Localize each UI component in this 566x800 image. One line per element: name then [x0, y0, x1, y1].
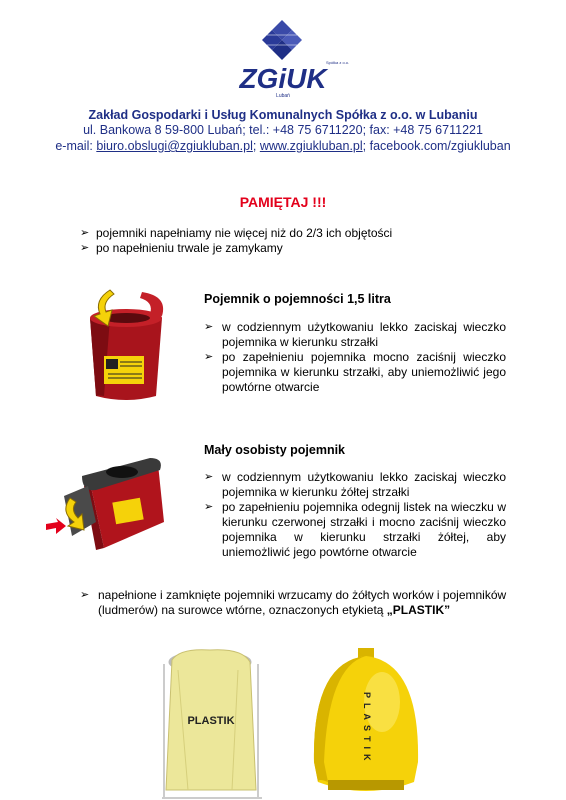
address-line: ul. Bankowa 8 59-800 Lubań; tel.: +48 75 6711220; fax: +48 75 6711221 — [83, 123, 483, 137]
logo-text: ZGiUK — [239, 63, 327, 94]
facebook-text: facebook.com/zgiukluban — [369, 139, 511, 153]
yellow-bin-image — [308, 642, 424, 800]
disposal-text: napełnione i zamknięte pojemniki wrzucamy do żółtych worków i pojemników (ludmerów) na surowce wtórne, oznaczonych etykietą — [98, 588, 507, 617]
list-item: ➢ pojemniki napełniamy nie więcej niż do 2/3 ich objętości — [80, 226, 392, 241]
separator: ; — [252, 139, 260, 153]
website-link[interactable]: www.zgiukluban.pl — [259, 139, 363, 153]
section-title-1-5-litre: Pojemnik o pojemności 1,5 litra — [204, 292, 391, 306]
page-title: PAMIĘTAJ !!! — [239, 194, 327, 210]
list-item: ➢ w codziennym użytkowaniu lekko zaciskaj wieczko pojemnika w kierunku żółtej strzałki — [204, 470, 506, 500]
red-container-image — [70, 282, 182, 404]
yellow-bag-image — [158, 640, 278, 800]
section-title-small-container: Mały osobisty pojemnik — [204, 443, 346, 457]
disposal-instruction — [80, 588, 520, 618]
contact-line — [0, 139, 566, 153]
logo-small-top: Spółka z o.o. — [326, 60, 350, 65]
email-link[interactable]: biuro.obslugi@zgiukluban.pl — [96, 139, 253, 153]
logo-small-bottom: Lubań — [276, 93, 290, 99]
email-prefix: e-mail: — [55, 139, 97, 153]
list-item: ➢ w codziennym użytkowaniu lekko zaciskaj wieczko pojemnika w kierunku strzałki — [204, 320, 506, 350]
organization-name: Zakład Gospodarki i Usług Komunalnych Spółka z o.o. w Lubaniu — [88, 108, 478, 122]
company-logo — [228, 18, 350, 100]
general-rules-list — [80, 226, 392, 256]
plastik-label: „PLASTIK” — [386, 603, 451, 617]
list-item: ➢ po zapełnieniu pojemnika mocno zaciśnij wieczko pojemnika w kierunku strzałki, aby uniemożliwić jego powtórne otwarcie — [204, 350, 506, 395]
list-item: ➢ po zapełnieniu pojemnika odegnij listek na wieczku w kierunku czerwonej strzałki i mocno zaciśnij wieczko pojemnika w kierunku strzałki żółtej, aby uniemożliwić jego powtórne otwarcie — [204, 500, 506, 560]
section-1-list — [204, 320, 506, 395]
small-container-image — [40, 452, 172, 556]
section-2-list — [204, 470, 506, 560]
bag-label: PLASTIK — [187, 715, 235, 727]
list-item: ➢ po napełnieniu trwale je zamykamy — [80, 241, 392, 256]
separator: ; — [362, 139, 370, 153]
bin-label: PLASTIK — [362, 692, 372, 766]
